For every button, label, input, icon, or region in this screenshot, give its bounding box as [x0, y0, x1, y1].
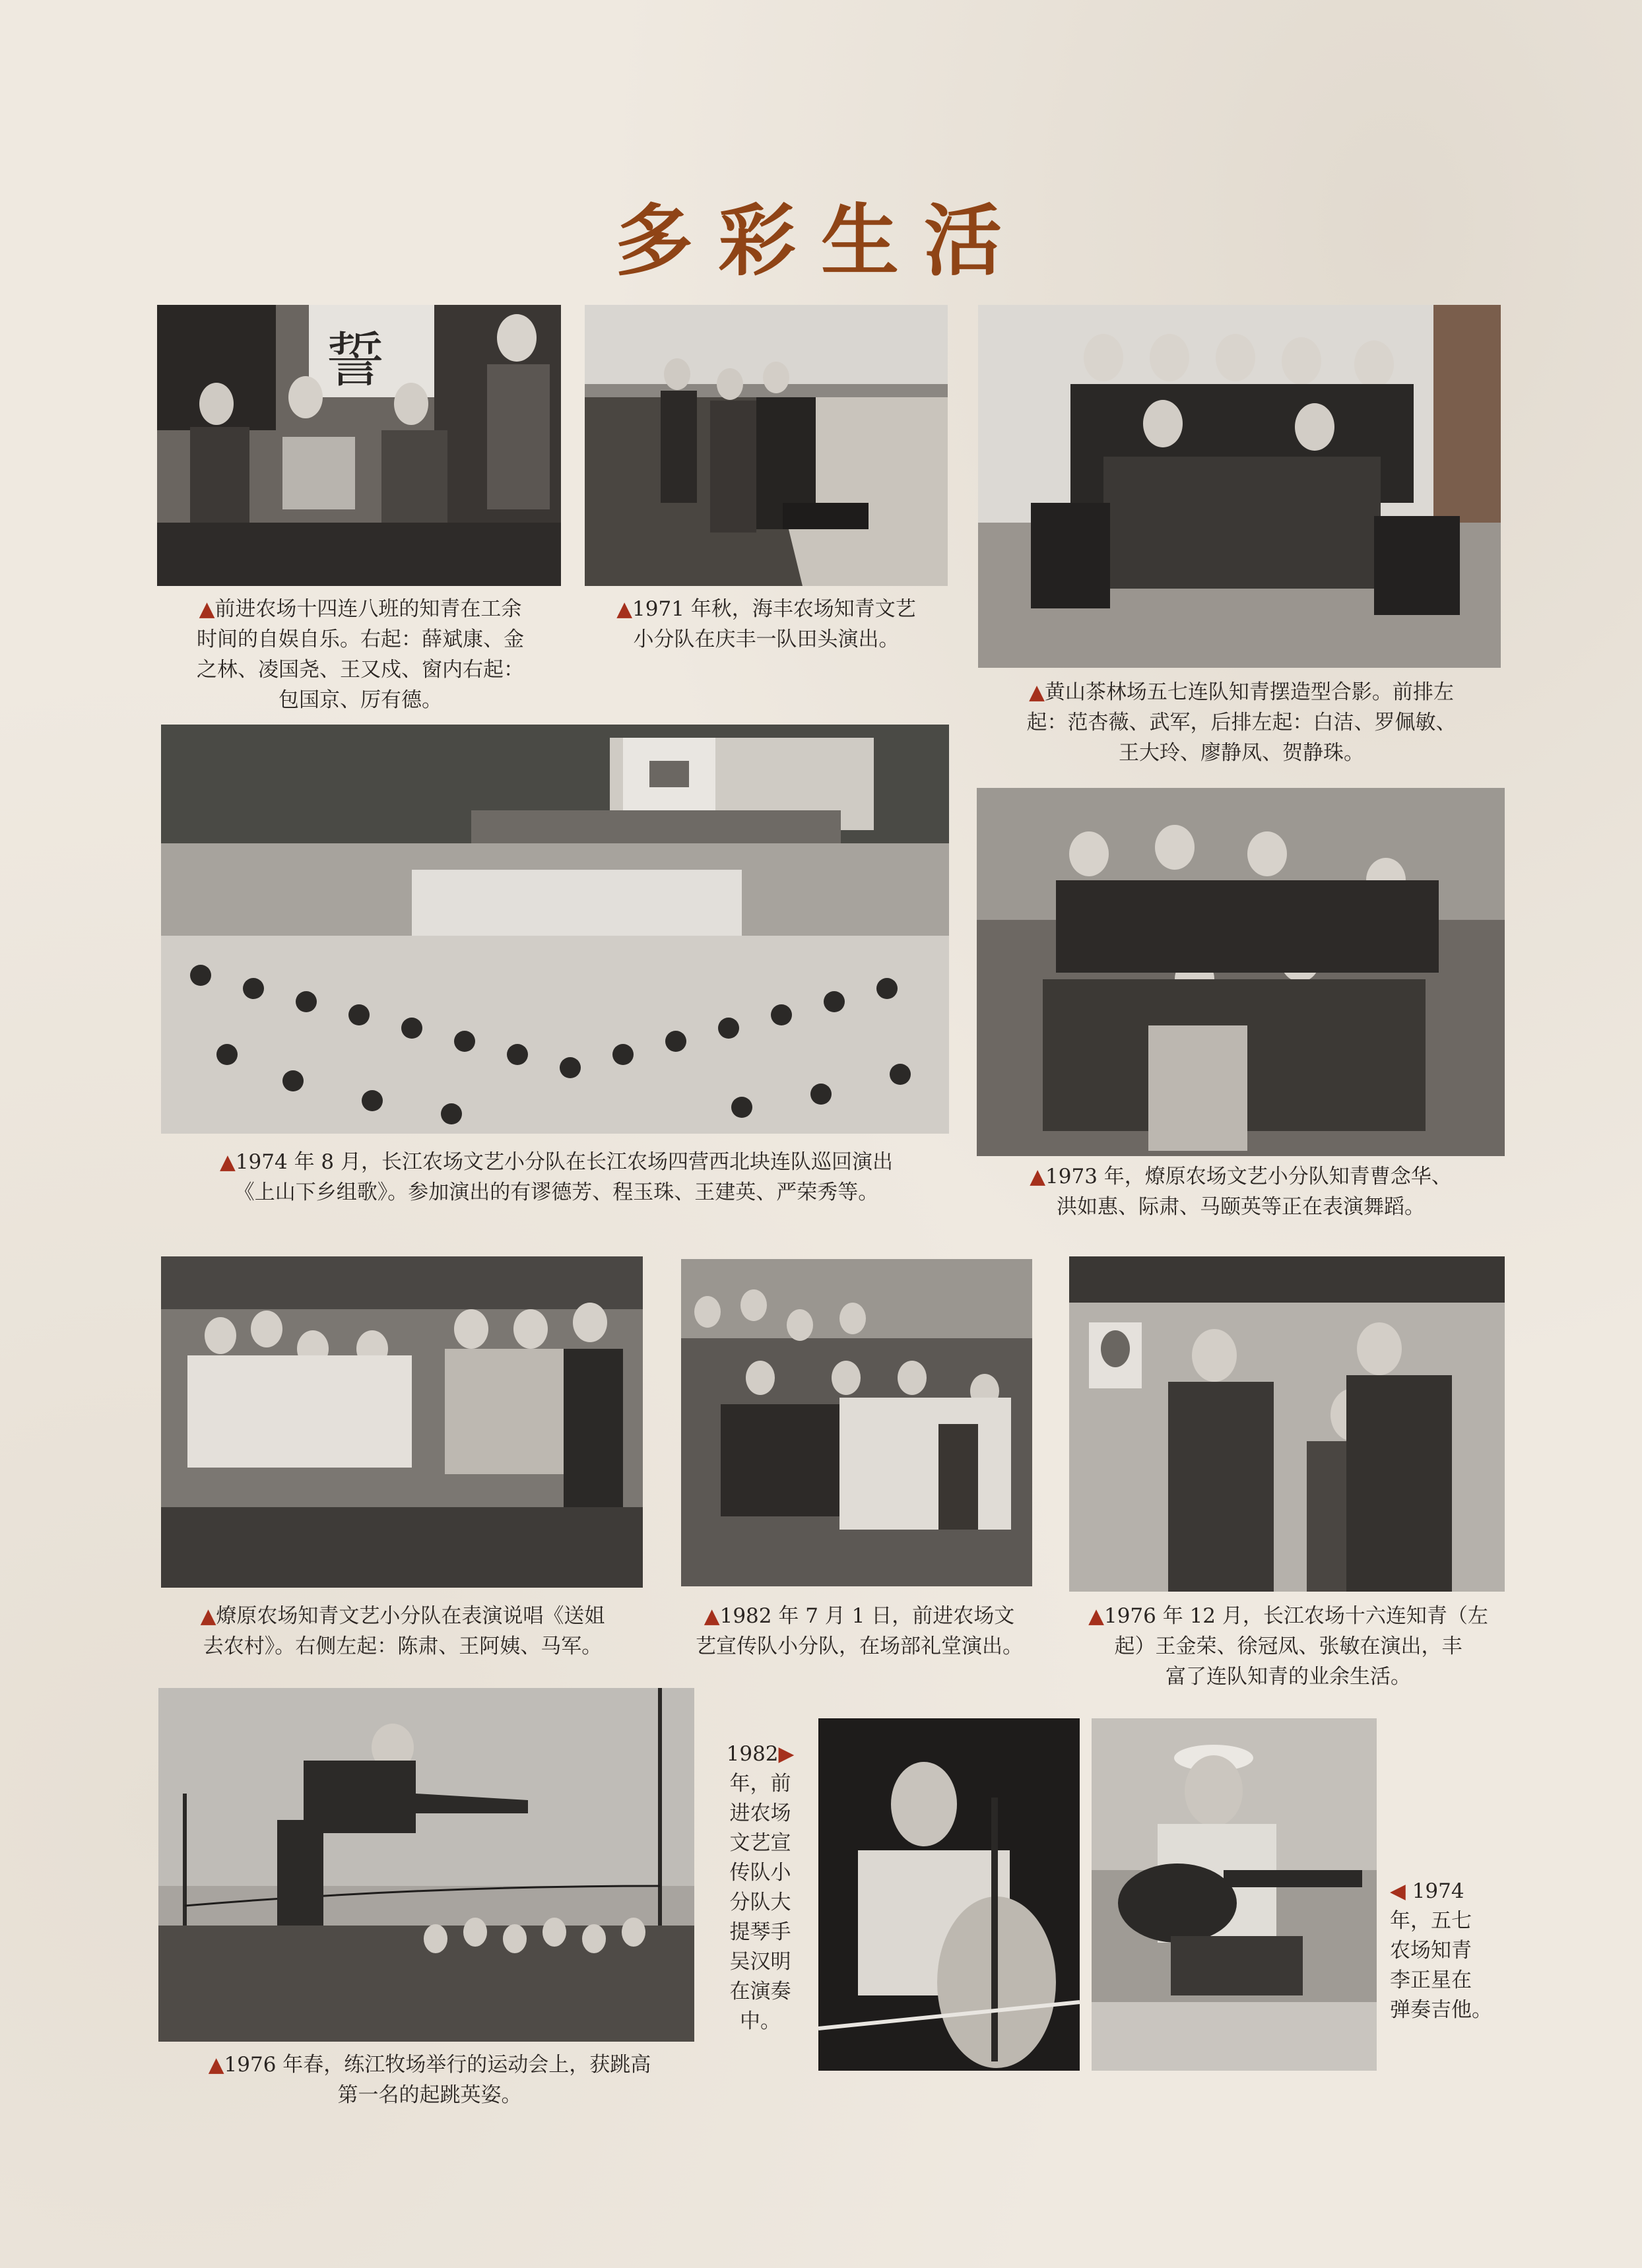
caption-marker-icon: ▲	[704, 1604, 720, 1628]
caption-marker-icon: ▲	[219, 1150, 236, 1174]
photo-field-dance	[585, 305, 948, 586]
photo-guitarist	[1092, 1718, 1377, 2071]
caption-marker-icon: ▲	[1088, 1604, 1104, 1628]
caption-orchestra: ▲1982 年 7 月 1 日，前进农场文 艺宣传队小分队，在场部礼堂演出。	[696, 1604, 1023, 1658]
caption-field-dance: ▲1971 年秋，海丰农场知青文艺 小分队在庆丰一队田头演出。	[616, 597, 916, 651]
caption-youth-portrait: ▲1976 年 12 月，长江农场十六连知青（左 起）王金荣、徐冠凤、张敏在演出，丰 富了连队知青的业余生活。	[1088, 1604, 1488, 1689]
caption-marker-icon: ▲	[208, 2053, 224, 2077]
caption-marker-icon: ▲	[1029, 680, 1045, 704]
caption-guitarist: ◀ 1974 年，五七 农场知青 李正星在 弹奏吉他。	[1390, 1879, 1492, 2022]
caption-musicians: ▲前进农场十四连八班的知青在工余 时间的自娱自乐。右起：薛斌康、金 之林、凌国尧、王又戍、窗内右起： 包国京、厉有德。	[197, 597, 524, 712]
caption-cellist: 1982▶ 年，前 进农场 文艺宣 传队小 分队大 提琴手 吴汉明 在演奏 中。	[726, 1742, 795, 2033]
caption-marker-left-icon: ◀	[1390, 1879, 1406, 1903]
caption-crowd-performance: ▲1974 年 8 月，长江农场文艺小分队在长江农场四营西北块连队巡回演出 《上山下乡组歌》。参加演出的有谬德芳、程玉珠、王建英、严荣秀等。	[219, 1150, 894, 1204]
photo-ethnic-dance	[977, 788, 1505, 1156]
photo-tea-farm-group	[978, 305, 1501, 668]
caption-high-jump: ▲1976 年春，练江牧场举行的运动会上，获跳高 第一名的起跳英姿。	[208, 2053, 651, 2107]
photo-cellist	[818, 1718, 1080, 2071]
caption-marker-right-icon: ▶	[778, 1742, 795, 1766]
photo-youth-with-portrait	[1069, 1256, 1505, 1592]
caption-marker-icon: ▲	[200, 1604, 216, 1628]
caption-marker-icon: ▲	[616, 597, 633, 621]
photo-musicians-accordion	[157, 305, 561, 586]
caption-singers: ▲燎原农场知青文艺小分队在表演说唱《送姐 去农村》。右侧左起：陈肃、王阿姨、马军。	[200, 1604, 605, 1658]
page-title: 多彩生活	[614, 195, 1027, 286]
caption-marker-icon: ▲	[1030, 1165, 1046, 1188]
photo-orchestra	[681, 1259, 1032, 1586]
caption-ethnic-dance: ▲1973 年，燎原农场文艺小分队知青曹念华、 洪如惠、际肃、马颐英等正在表演舞蹈。	[1030, 1165, 1452, 1219]
photo-high-jump	[158, 1688, 694, 2042]
photo-crowd-performance	[161, 725, 949, 1134]
photo-singers-performance	[161, 1256, 643, 1588]
caption-marker-icon: ▲	[199, 597, 215, 621]
photo-sign-text: 誓	[325, 326, 385, 395]
caption-tea-farm: ▲黄山茶林场五七连队知青摆造型合影。前排左 起：范杏薇、武军，后排左起：白洁、罗佩敏、 王大玲、廖静凤、贺静珠。	[1026, 680, 1457, 765]
